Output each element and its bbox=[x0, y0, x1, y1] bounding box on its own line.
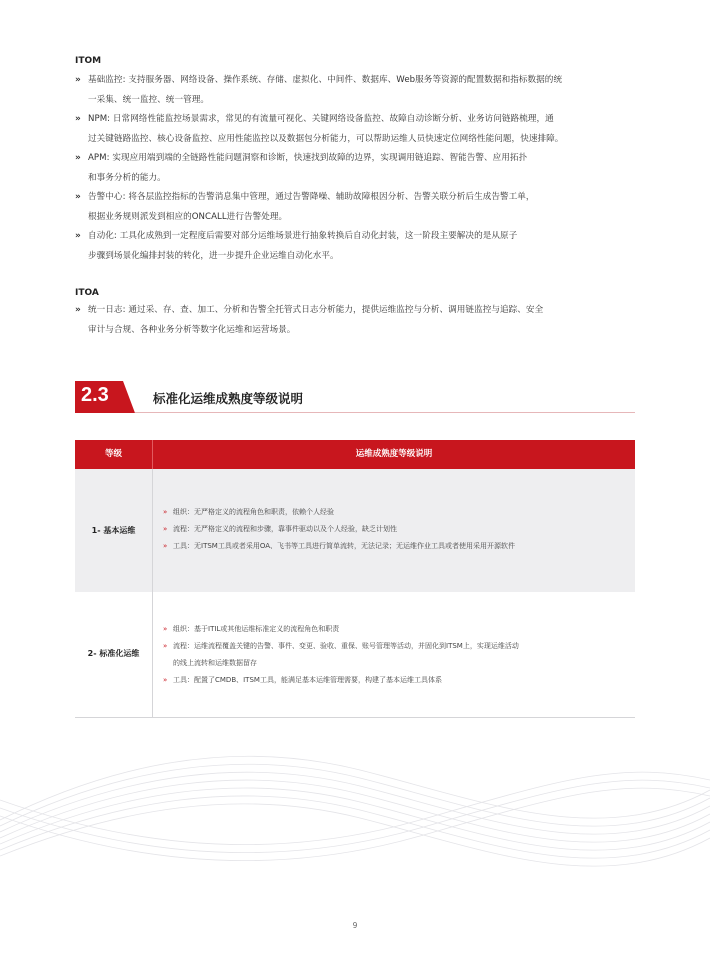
list-item: » 基础监控: 支持服务器、网络设备、操作系统、存储、虚拟化、中间件、数据库、Web服务等资源的配置数据和指标数据的统 一采集、统一监控、统一管理。 bbox=[75, 75, 563, 105]
list-item: » 组织：无严格定义的流程角色和职责，依赖个人经验 bbox=[163, 508, 334, 516]
page-number: 9 bbox=[352, 921, 358, 930]
header-level: 等级 bbox=[104, 449, 122, 459]
list-item: » 工具：配置了CMDB、ITSM工具，能满足基本运维管理需要，构建了基本运维工具体系 bbox=[163, 676, 442, 684]
itoa-heading: ITOA bbox=[75, 288, 99, 298]
list-item: » APM: 实现应用端到端的全链路性能问题洞察和诊断，快速找到故障的边界，实现调用链追踪、智能告警、应用拓扑 和事务分析的能力。 bbox=[75, 153, 528, 183]
list-item: » 流程：运维流程覆盖关键的告警、事件、变更、验收、重保、账号管理等活动，并固化到ITSM上，实现运维活动 的线上流转和运维数据留存 bbox=[163, 642, 519, 667]
maturity-table bbox=[75, 440, 635, 718]
itoa-list bbox=[75, 301, 645, 340]
list-item: » 统一日志: 通过采、存、查、加工、分析和告警全托管式日志分析能力，提供运维监控与分析、调用链监控与追踪、安全 审计与合规、各种业务分析等数字化运维和运营场景。 bbox=[75, 305, 544, 335]
section-number: 2.3 bbox=[81, 384, 109, 406]
section-title: 标准化运维成熟度等级说明 bbox=[153, 391, 304, 406]
section-heading bbox=[75, 381, 635, 413]
table-header bbox=[75, 440, 635, 469]
itom-heading: ITOM bbox=[75, 56, 102, 66]
itom-list bbox=[75, 71, 645, 266]
level-cell: 2- 标准化运维 bbox=[87, 649, 140, 658]
list-item: » 组织：基于ITIL或其他运维标准定义的流程角色和职责 bbox=[163, 625, 340, 633]
table-row bbox=[75, 469, 635, 592]
list-item: » 告警中心: 将各层监控指标的告警消息集中管理，通过告警降噪、辅助故障根因分析、告警关联分析后生成告警工单， 根据业务规则派发到相应的ONCALL进行告警处理。 bbox=[75, 192, 535, 222]
level-cell: 1- 基本运维 bbox=[91, 526, 136, 535]
list-item: » 流程：无严格定义的流程和步骤，靠事件驱动以及个人经验，缺乏计划性 bbox=[163, 525, 397, 533]
list-item: » NPM: 日常网络性能监控场景需求，常见的有流量可视化、关键网络设备监控、故障自动诊断分析、业务访问链路梳理，通 过关键链路监控、核心设备监控、应用性能监控以及数据包分析能力，可以帮助运维人员快速定位网络性能问题，快速排障。 bbox=[75, 114, 564, 144]
header-description: 运维成熟度等级说明 bbox=[355, 449, 433, 459]
section-underline bbox=[135, 412, 635, 413]
description-cell bbox=[163, 621, 623, 689]
description-cell bbox=[163, 504, 623, 555]
decorative-waves bbox=[0, 700, 710, 900]
list-item: » 自动化: 工具化成熟到一定程度后需要对部分运维场景进行抽象转换后自动化封装，这一阶段主要解决的是从原子 步骤到场景化编排封装的转化，进一步提升企业运维自动化水平。 bbox=[75, 231, 518, 261]
list-item: » 工具：无ITSM工具或者采用OA、飞书等工具进行简单流转，无法记录；无运维作业工具或者使用采用开源软件 bbox=[163, 542, 515, 550]
